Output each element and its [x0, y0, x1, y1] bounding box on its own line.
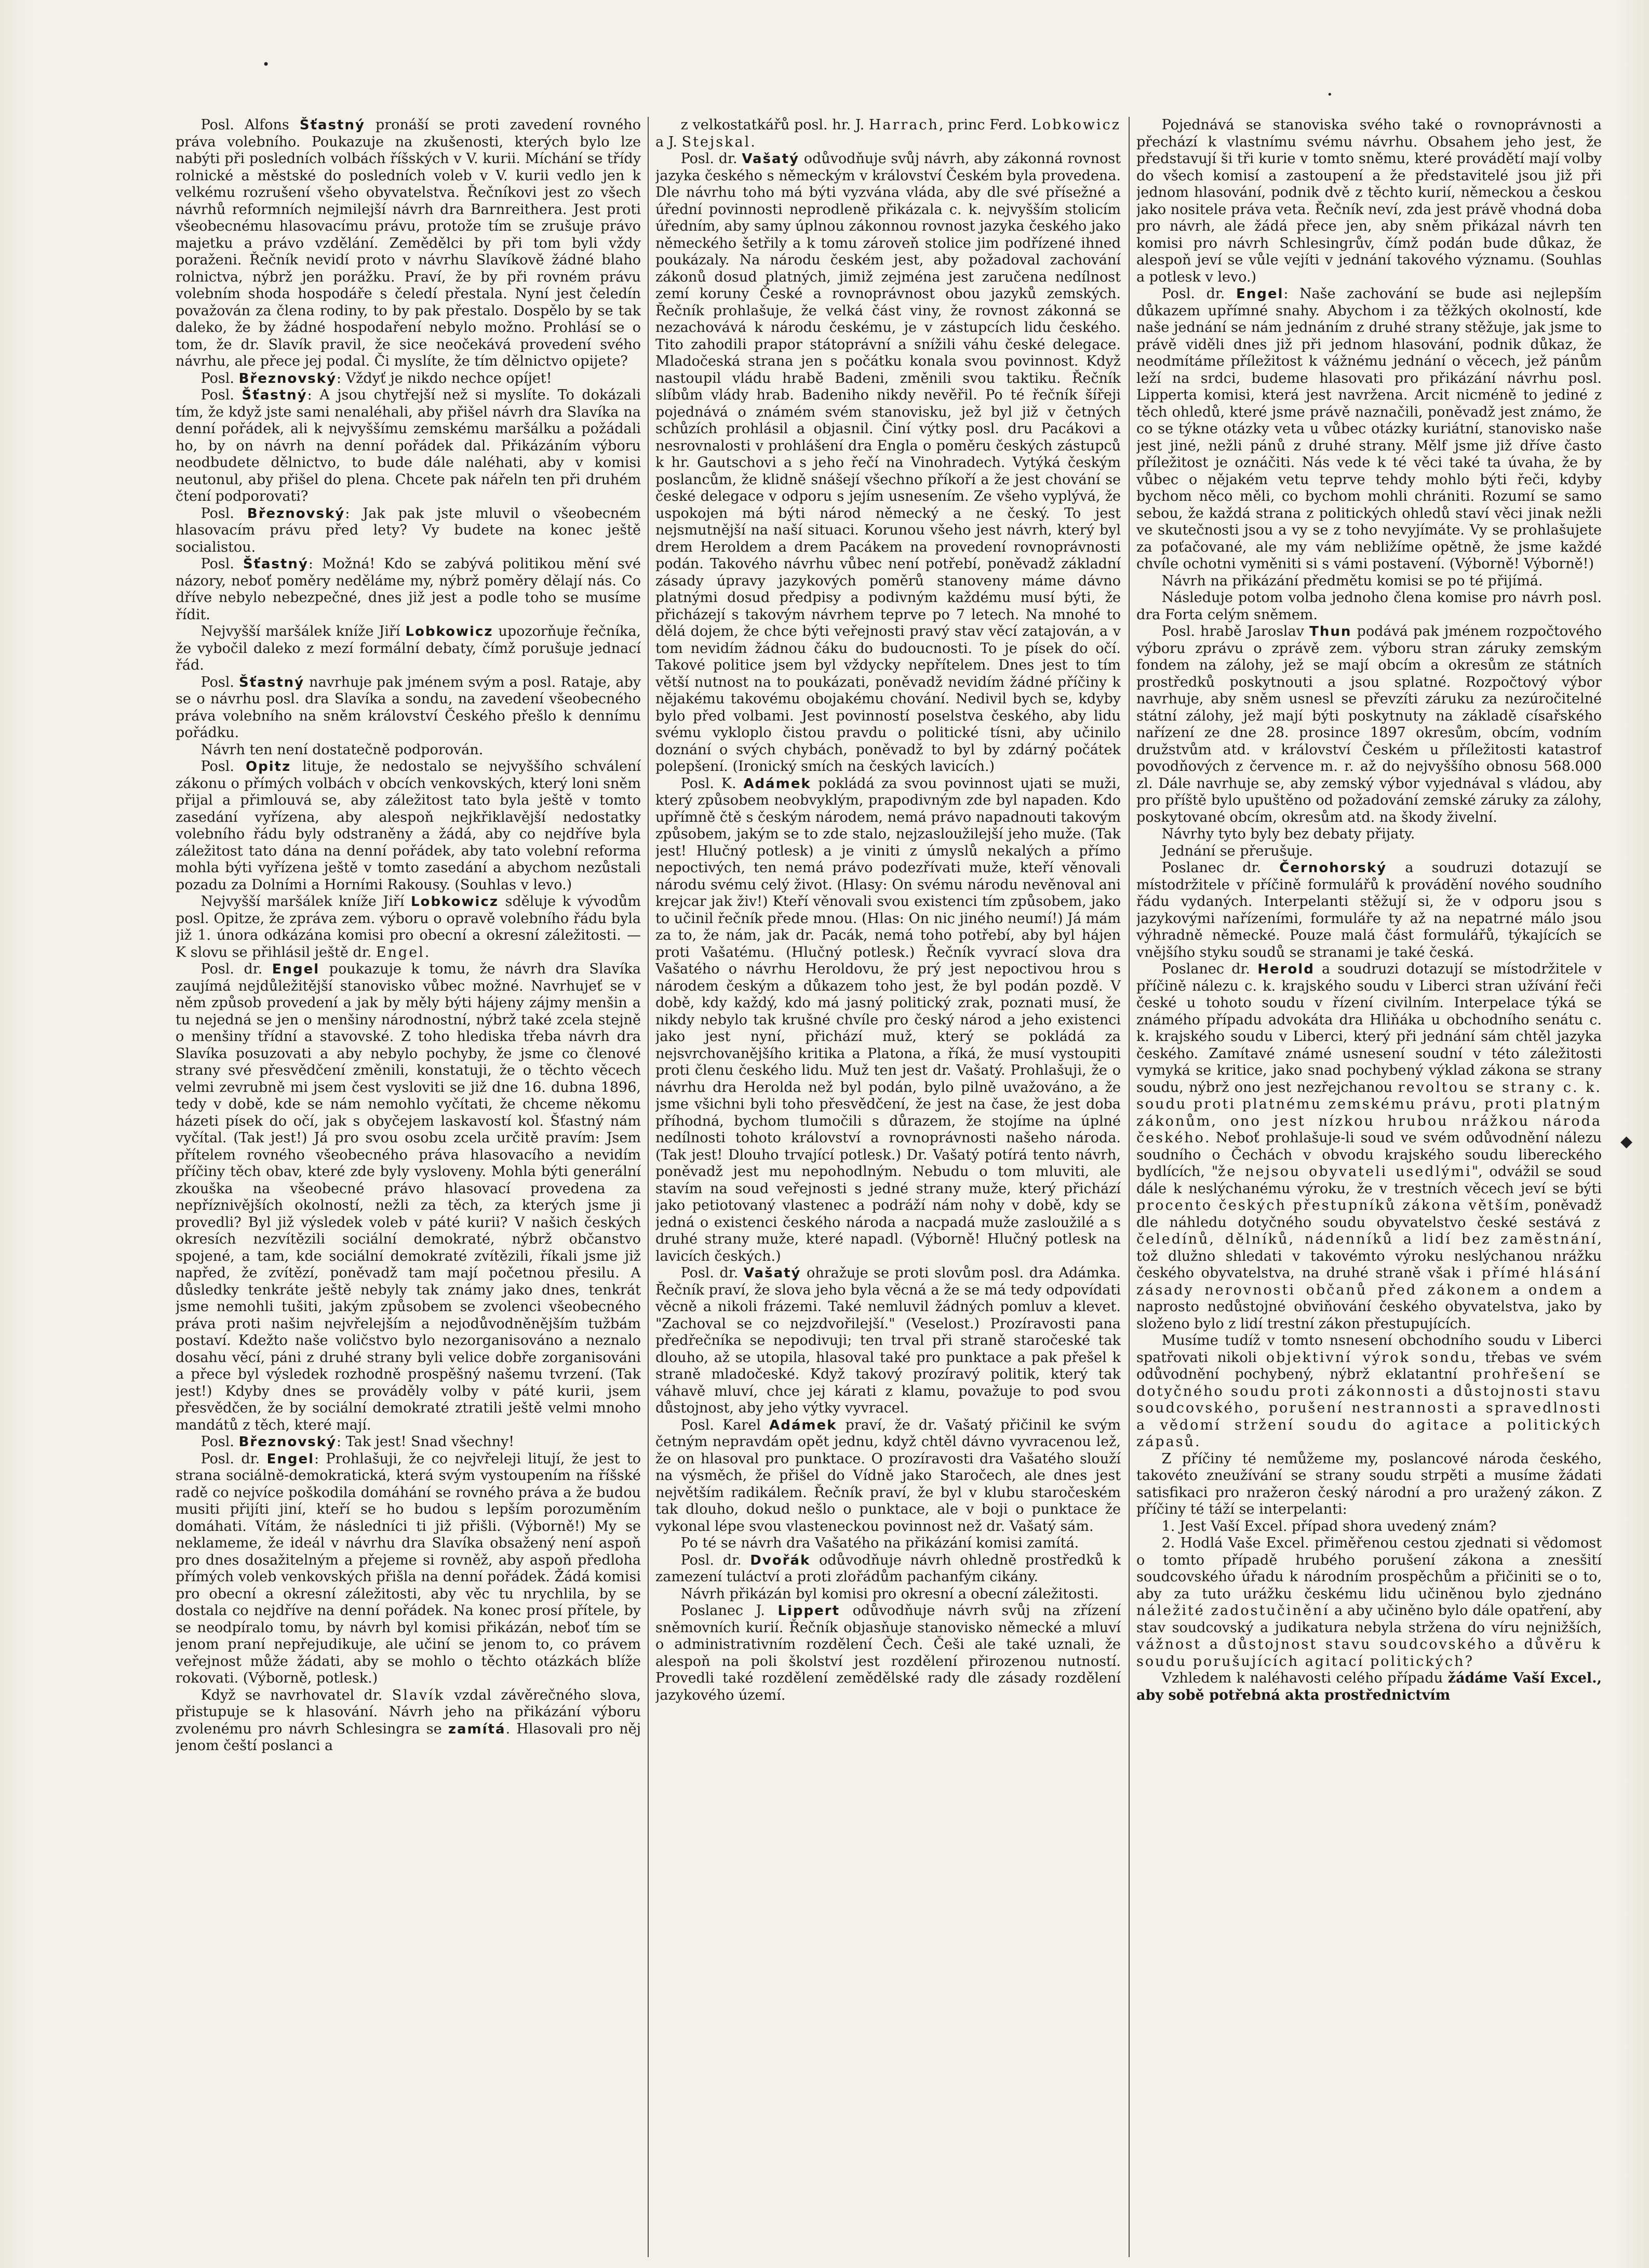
paragraph-text: Posl. Alfons	[200, 117, 300, 133]
paragraph-text: sděluje k vývodům posl. Opitze, že zpráva zem. výboru o opravě volebního řádu byla již 1. února odkázána komisi pro obecní a okresní záležitosti. — K slovu se přihlásil ještě dr.	[176, 893, 641, 960]
paragraph-text: vzdal závěrečného slova, přistupuje se k hlasování. Návrh jeho na přikázání výboru zvolenému pro návrh Schlesingra se	[176, 1687, 641, 1737]
paragraph-text: Poslanec dr.	[1161, 860, 1280, 876]
speaker-name: Dvořák	[750, 1552, 811, 1568]
paragraph-text: Návrh na přikázání předmětu komisi se po té přijímá.	[1161, 572, 1543, 589]
article-paragraph	[1136, 573, 1602, 590]
paragraph-text: Posl. K.	[680, 775, 744, 792]
paragraph-text: 1. Jest Vaší Excel. případ shora uvedený znám?	[1161, 1518, 1497, 1535]
paragraph-text: : Možná! Kdo se zabývá politikou mění své názory, neboť poměry neděláme my, nýbrž poměry dělají nás. Co dříve nebylo nebezpečné, dnes již jest a podle toho se musíme řídit.	[176, 556, 641, 623]
paragraph-text: Posl. Karel	[680, 1417, 770, 1433]
article-paragraph	[176, 387, 641, 505]
paragraph-text: .	[424, 944, 430, 960]
article-paragraph	[176, 505, 641, 556]
article-paragraph	[176, 370, 641, 388]
spaced-emphasis-text: Lobkowicz	[1031, 117, 1121, 133]
paragraph-text: : Prohlašuji, že co nejvřeleji litují, že jest to strana sociálně-demokratická, která svým vystoupením na říšské radě co nejvíce poškodila domáhání se rovného práva a že budou musiti přijíti jiní, kteří se ho budou s lepším porozuměním domáhati. Vítám, že následníci ti již přišli. (Výborně!) My se neklameme, že ideál v návrhu dra Slavíka obsažený není aspoň pro dnes dosažitelným a přejeme si rovněž, aby aspoň předloha přímých voleb venkovských přišla na denní pořádek. Žádá komisi pro obecní a okresní záležitosti, aby věc tu nrychlila, by se dostala co nejdříve na denní pořádek. Na konec prosí přítele, by se neodpíralo tomu, by návrh byl komisi přikázán, neboť tím se jenom praní nepřejudikuje, ale učiní se jenom to, co právem veřejnost může žádati, aby se mohlo o těchto otázkách blíže rokovati. (Výborně, potlesk.)	[176, 1450, 641, 1686]
article-paragraph	[176, 117, 641, 370]
paragraph-text: pokládá za svou povinnost ujati se muži, který způsobem neobvyklým, prapodivným zde byl napaden. Kdo upřímně čtě s českým národem, nemá právo napadnouti takovým způsobem, jakým se to zde stalo, nejzasloužilejší jeho muže. (Tak jest! Hlučný potlesk) a je viniti z úmyslů nekalých a přímo nepoctivých, ten nemá právo podezřívati muže, kteří věnovali národu svému celý život. (Hlasy: On svému národu nevěnoval ani krejcar jak živ!) Kteří věnovali svou existenci tím způsobem, jako to učinil řečník přede mnou. (Hlas: On nic jiného neumí!) Já mám za to, že nám, jak dr. Pacák, nemá toho potřebí, aby byl hájen proti Vašatému. (Hlučný potlesk.) Řečník vyvrací slova dra Vašatého o návrhu Heroldovu, že prý jest nepoctivou hrou s národem českým a důkazem toho jest, že byl podán pozdě. V době, kdy každý, kdo má jasný politický zrak, poznati musí, že nikdy nebylo tak krušné chvíle pro český národ a jeho existenci jako jest nyní, přichází muž, který se pokládá za nejsvrchovanějšího kritika a Platona, a říká, že musí vystoupiti proti členu českého lidu. Muž ten jest dr. Vašatý. Prohlašuji, že o návrhu dra Herolda než byl podán, bylo pilně uvažováno, a že jsme všichni byli toho přesvědčení, že jest na čase, že jest doba příhodná, bychom tlumočili s důrazem, že stojíme na úplné nedílnosti tohoto království a rovnoprávnosti našeho národa. (Tak jest! Dlouho trvající potlesk.) Dr. Vašatý potírá tento návrh, poněvadž jest mu nepohodlným. Nebudu o tom mluviti, ale stavím na soud veřejnosti s jedné strany muže, který přichází jako petiotovaný vlastenec a podráží nám nohy v době, kdy se jedná o existenci českého národa a nacpadá muže zasloužilé a s druhé strany muže, které napadl. (Výborně! Hlučný potlesk na lavicích českých.)	[655, 775, 1121, 1264]
stray-dot-mark: •	[1327, 89, 1333, 100]
article-paragraph	[176, 556, 641, 623]
article-paragraph	[1136, 286, 1602, 573]
speaker-name: Lippert	[777, 1603, 840, 1619]
paragraph-text: z velkostatkářů posl. hr. J.	[680, 117, 869, 133]
paragraph-text: . Hlasovali pro něj jenom čeští poslanci a	[176, 1720, 641, 1754]
paragraph-text: , poněvadž dle náhledu dotyčného soudu obyvatelstvo české sestává	[1136, 1197, 1602, 1231]
article-paragraph	[1136, 826, 1602, 843]
speaker-name: Vašatý	[742, 151, 799, 167]
paragraph-text: : Naše zachování se bude asi nejlepším důkazem upřímné snahy. Abychom i za těžkých okolností, kde naše jednání se nám jednáním z druhé strany stěžuje, jak jsme to právě viděli dnes již při jednom hlasování, podnik důkaz, že neodmítáme příležitost k vážnému jednání o věcech, jež pánům leží na srdci, budeme hlasovati pro přikázání návrhu posl. Lipperta komisi, která jest navržena. Arcit nicméně to jediné z těch ohledů, které jsme právě naznačili, poněvadž jest známo, že co se týkne otázky veta u vůbec otázky kuriátní, stanovisko naše jest jiné, nežli pánů z druhé strany. Mělf jsme již dříve často příležitost je oznáčiti. Nás vede k té věci také ta úvaha, že by vůbec o nějakém vetu teprve tehdy mohlo býti řeči, kdyby bychom něco měli, co bychom mohli chrániti. Rozumí se samo sebou, že každá strana z politických ohledů staví věci jinak nežli ve skutečnosti jsou a vy se z toho nevyjímáte. Vy se prohlašujete za poťačované, ale my vám nebližíme opětně, že jsme každé chvíle ochotni vyměniti si s vámi postavení. (Výborně! Výborně!)	[1136, 286, 1602, 572]
paragraph-text: Po té se návrh dra Vašatého na přikázání komisi zamítá.	[680, 1535, 1079, 1551]
article-paragraph	[1136, 961, 1602, 1332]
speaker-name: Opitz	[246, 759, 291, 775]
paragraph-text: Musíme tudíž v tomto nsnesení obchodního soudu v Liberci spatřovati nikoli	[1136, 1332, 1602, 1366]
paragraph-text: upozorňuje řečníka, že vybočil daleko z mezí formální debaty, čímž porušuje jednací řád.	[176, 623, 641, 673]
paragraph-text: poukazuje k tomu, že návrh dra Slavíka zaujímá nejdůležitější stanovisko vůbec možné. Navrhujeť se v něm způsob provedení a jak by měly býti hájeny zájmy menšin a tu nejedná se jen o menšiny národnostní, nýbrž také zcela stejně o menšiny třídní a stavovské. Z toho hlediska třeba návrh dra Slavíka posuzovati a aby nebylo pochyby, že jsme co členové strany své přesvědčení změnili, konstatuji, že o těchto věcech velmi zevrubně mi jsem čest vysloviti se již dne 16. dubna 1896, tedy v době, kde se nám nemohlo vyčítati, že chceme někomu házeti písek do očí, jak s obyčejem laskavostí kol. Šťastný nám vyčítal. (Tak jest!) Já pro svou osobu zcela určitě pravím: Jsem přítelem rovného všeobecného práva hlasovacího a nevidím příčiny těch obav, které zde byly vysloveny. Mohla býti generální zkouška na všeobecné právo hlasovací provedena za nepříznivějších okolností, nežli za těch, za kterých jsme ji provedli? Byl již výsledek voleb v páté kurii? V našich českých okresích nezvítězili sociální demokraté, nýbrž občanstvo spojené, a tam, kde sociální demokraté zvítězili, říkali jsme již napřed, že zvítězí, poněvadž tam mají početnou přesilu. A důsledky tenkráte ještě nebyly tak známy jako dnes, tenkrát jsme nemohli tušiti, jakým způsobem se zvolenci všeobecného práva proti našim nejvřelejším a nejodůvodněnějším tužbám postaví. Kdežto naše voličstvo bylo nezorganisováno a neznalo dosahu věcí, páni z druhé strany byli velice dobře zorganisováni a přece byl výsledek rozhodně prospěšný našemu tvrzení. (Tak jest!) Kdyby dnes se prováděly volby v páté kurii, jsem přesvědčen, že by sociální demokraté ztratili ještě velmi mnoho mandátů z těch, které mají.	[176, 961, 641, 1433]
article-paragraph	[1136, 843, 1602, 860]
paragraph-text: : A jsou chytřejší než si myslíte. To dokázali tím, že když jste sami nenaléhali, aby přišel návrh dra Slavíka na denní pořádek, ali k nejvyššímu zemskému maršálku a požádali ho, by on návrh na denní pořádek dal. Přikázáním výboru neodbudete dělnictvo, to bude dále naléhati, aby v komisi neutonul, aby přišel do plena. Chcete pak nářeln ten při druhém čtení podporovati?	[176, 387, 641, 504]
paragraph-text: podává pak jménem rozpočtového výboru zprávu o zprávě zem. výboru stran záruky zemským fondem na zálohy, jež se mají obcím a okresům ze státních prostředků poskytnouti a jsou splatné. Rozpočtový výbor navrhuje, aby sněm usnesl se převzíti záruku za nezúročitelné státní zálohy, jež mají býti poskytnuty na základě císařského nařízení ze dne 28. prosince 1897 okresům, obcím, vodním družstvům atd. v království Českém u příležitosti katastrof povodňových z července m. r. až do nejvyššího obnosu 568.000 zl. Dále navrhuje se, aby zemský výbor vyjednával s vládou, aby pro příště bylo upuštěno od požadování zemské záruky za zálohy, poskytované obcím, okresům atd. na škody živelní.	[1136, 623, 1602, 825]
article-paragraph	[176, 893, 641, 961]
bold-text: žádáme Vaší Excel., aby sobě potřebná akta prostřednictvím	[1136, 1670, 1602, 1703]
paragraph-text: a aby učiněno bylo dále opatření, aby stav soudcovský a judikatura nebyla stržena do víru nejnižších,	[1136, 1603, 1602, 1636]
spaced-emphasis-text: Stejskal	[681, 134, 751, 150]
paragraph-text: Následuje potom volba jednoho člena komise pro návrh posl. dra Forta celým sněmem.	[1136, 590, 1602, 623]
paragraph-text: Posl.	[200, 758, 246, 775]
speaker-name: Lobkowicz	[411, 894, 499, 910]
spaced-emphasis-text: prohřešení se dotyčného soudu proti zákonnosti a důstojnosti stavu soudcovského, porušení nestrannosti a spravedlnosti a vědomí stržení soudu do agitace a politických zápasů	[1136, 1366, 1602, 1450]
speaker-name: zamítá	[448, 1721, 506, 1737]
paragraph-text: : Vždyť je nikdo nechce opíjet!	[337, 370, 552, 386]
article-paragraph	[655, 1417, 1121, 1536]
article-paragraph	[1136, 1332, 1602, 1451]
spaced-emphasis-text: Engel	[376, 944, 425, 960]
paragraph-text: Posl. dr.	[200, 961, 272, 977]
article-paragraph	[176, 961, 641, 1434]
paragraph-text: Jednání se přerušuje.	[1161, 843, 1313, 859]
paragraph-text: Posl. dr.	[680, 1265, 744, 1281]
stray-dot-mark: •	[262, 57, 270, 72]
paragraph-text: Vzhledem k naléhavosti celého případu	[1161, 1670, 1448, 1686]
paragraph-text: Návrhy tyto byly bez debaty přijaty.	[1161, 826, 1415, 842]
spaced-emphasis-text: i přímé hlásání zásady nerovnosti občanů před zákonem	[1136, 1265, 1602, 1298]
article-paragraph	[655, 1603, 1121, 1704]
paragraph-text: . Neboť prohlašuje-li soud ve svém odůvodnění nálezu soudního o Čechách v obvodu krajského soudu libereckého bydlících, "	[1136, 1130, 1602, 1180]
article-paragraph	[1136, 1670, 1602, 1704]
speaker-name: Vašatý	[743, 1265, 801, 1281]
article-paragraph	[1136, 860, 1602, 961]
paragraph-text: a naprosto nedůstojné obviňování českého obyvatelstva, jako by složeno bylo z lidí trestní zákon přestupujících.	[1136, 1282, 1602, 1332]
article-paragraph	[176, 1451, 641, 1687]
speaker-name: Březnovský	[238, 1434, 337, 1450]
column-divider	[648, 117, 649, 2257]
article-paragraph	[655, 151, 1121, 776]
article-paragraph	[1136, 117, 1602, 286]
spaced-emphasis-text: Harrach	[868, 117, 939, 133]
paragraph-text: Poslanec dr.	[1161, 961, 1258, 977]
spaced-emphasis-text: revoltou se strany c. k. soudu proti platnému zemskému právu, proti platným zákonům, ono jest nízkou hrubou nrážkou národa českého	[1136, 1079, 1602, 1146]
spaced-emphasis-text: ondem	[1528, 1282, 1585, 1298]
margin-ink-mark: ◆	[1620, 1132, 1633, 1151]
paragraph-text: praví, že dr. Vašatý přičinil ke svým četným nepravdám opět jednu, když chtěl dávno vyvracenou lež, že on hlasoval pro punktace. O prozíravosti dra Vašatého slouží na výsměch, že přišel do Vídně jako Staročech, ale dnes jest největším radikálem. Řečník praví, že byl v klubu staročeském tak dlouho, dokud nešlo o punktace, ale v boji o punktace že vykonal lépe svou vlasteneckou povinnost než dr. Vašatý sám.	[655, 1417, 1121, 1535]
paragraph-text: ?	[1465, 1653, 1473, 1670]
paragraph-text: lituje, že nedostalo se nejvyššího schválení zákonu o přímých volbách v obcích venkovských, který loni sněm přijal a přimlouvá se, aby záležitost tato byla ještě v tomto zasedání vyřízena, aby alespoň nejkřiklavější nedostatky volebního řádu byly odstraněny a žádá, aby co nejdříve byla záležitost tato dána na denní pořádek, aby tato volební reforma mohla býti vyřízena ještě v tomto zasedání a abychom nezůstali pozadu za Dolními a Horními Rakousy. (Souhlas v levo.)	[176, 758, 641, 893]
paragraph-text: a	[1501, 1282, 1529, 1298]
article-paragraph	[1136, 1518, 1602, 1536]
spaced-emphasis-text: objektivní výrok sondu	[1266, 1349, 1471, 1366]
paragraph-text: Posl. dr.	[200, 1450, 267, 1467]
text-column-3	[1136, 117, 1602, 2257]
text-column-2	[655, 117, 1121, 2257]
paragraph-text: odůvodňuje návrh ohledně prostředků k zamezení tuláctví a proti zlořádům pachanfým cikány.	[655, 1552, 1121, 1585]
paragraph-text: 2. Hodlá Vaše Excel. přiměřenou cestou zjednati si vědomost o tomto případě hrubého porušení zákona a znesšití soudcovského úřadu k národním prospěchům a přičiniti se o to, aby za tuto urážku českému lidu učiněnou bylo zjednáno	[1136, 1535, 1602, 1602]
speaker-name: Černohorský	[1279, 860, 1387, 876]
paragraph-text: Posl. dr.	[680, 1552, 750, 1568]
paragraph-text: Poslanec J.	[680, 1603, 778, 1619]
speaker-name: Engel	[272, 962, 320, 977]
speaker-name: Šťastný	[239, 674, 305, 690]
paragraph-text: Posl.	[200, 370, 239, 386]
article-paragraph	[1136, 623, 1602, 826]
speaker-name: Thun	[1309, 624, 1352, 639]
article-paragraph	[655, 1586, 1121, 1603]
paragraph-text: , princ Ferd.	[939, 117, 1031, 133]
paragraph-text: navrhuje pak jménem svým a posl. Rataje, aby se o návrhu posl. dra Slavíka a sondu, na zavedení všeobecného práva volebního na sněm království Českého přešlo k dennímu pořádku.	[176, 674, 641, 741]
article-paragraph	[176, 758, 641, 893]
article-paragraph	[655, 776, 1121, 1265]
spaced-emphasis-text: z čeledínů, dělníků, nádenníků a lidí bez zaměstnání	[1136, 1214, 1602, 1247]
column-divider	[1129, 117, 1130, 2257]
paragraph-text: pronáší se proti zavedení rovného práva volebního. Poukazuje na zkušenosti, kterých bylo lze nabýti při posledních volbách říšských v V. kurii. Míchání se třídy rolnické a městské do posledních voleb v V. kurii vedlo jen k velkému rozrušení všeho obyvatelstva. Řečníkovi jest zo všech návrhů reformních nejmilejší návrh dra Barnreithera. Jest proti všeobecnému hlasovacímu právu, protože tím se zrušuje právo majetku a právo vzdělání. Zemědělci by při tom byli vždy poraženi. Řečník nevidí proto v návrhu Slavíkově žádné blaho rolnictva, nýbrž jen porážku. Praví, že by při rovném právu volebním shoda hospodáře s čeledí přestala. Nyní jest čeledín považován za člena rodiny, to by pak přestalo. Dospělo by se tak daleko, že by žádné hospodaření nebylo možno. Prohlásí se o tom, že dr. Slavík pravil, že sice neočekává provedení svého návrhu, ale přece jej podal. Či myslíte, že tím dělnictvo opijete?	[176, 117, 641, 369]
speaker-name: Březnovský	[238, 370, 337, 386]
paragraph-text: : Jak pak jste mluvil o všeobecném hlasovacím právu před lety? Vy budete na konec ještě socialistou.	[176, 505, 641, 555]
article-paragraph	[176, 742, 641, 759]
speaker-name: Lobkowicz	[405, 624, 493, 639]
speaker-name: Šťastný	[299, 117, 365, 133]
paragraph-text: Posl.	[200, 505, 247, 522]
article-paragraph	[176, 674, 641, 742]
speaker-name: Březnovský	[247, 505, 345, 522]
paragraph-text: : Tak jest! Snad všechny!	[337, 1434, 515, 1450]
paragraph-text: Posl. dr.	[1161, 286, 1236, 302]
article-paragraph	[176, 1434, 641, 1451]
paragraph-text: odůvodňuje svůj návrh, aby zákonná rovnost jazyka českého s německým v království Českém byla provedena. Dle návrhu toho má býti vyzvána vláda, aby dle své přísežné a úřední povinnosti neprodleně přikázala c. k. nejvyšším stolicím úředním, aby samy úplnou zákonnou rovnost jazyka českého jako německého šetřily a k tomu zároveň stolice jim podřízené ihned poukázaly. Na národu českém jest, aby požadoval zachování zákonů dosud platných, jimiž zejména jest zaručena nedílnost zemí koruny České a rovnoprávnost obou jazyků zemských. Řečník prohlašuje, že velká část viny, že rovnost zákonná se nezachovává k národu českému, je v zástupcích lidu českého. Tito zahodili prapor státoprávní a snížili váhu české delegace. Mladočeská strana jen s počátku konala svou povinnost. Když nastoupil vládu hrabě Badeni, změnili svou taktiku. Řečník slíbům vlády hrab. Badeniho nikdy nevěřil. Po té řečník šířeji pojednává o známém svém stanovisku, jež byl již v četných schůzích prohlásil a objasnil. Činí výtky posl. dru Pacákovi a nesrovnalosti v prohlášení dra Engla o poměru českých zástupců k hr. Gautschovi a s jeho řečí na Vinohradech. Vytýká českým poslancům, že klidně snášejí všechno příkoří a že jest chování se české delegace v odporu s jejím usnesením. Ze všeho vyplývá, že uspokojen má býti národ německý a ne český. To jest nejsmutnější na naší situaci. Korunou všeho jest návrh, který byl drem Heroldem a drem Pacákem na provedení rovnoprávnosti podán. Takového návrhu vůbec není potřebí, poněvadž základní zásady úpravy jazykových poměrů stanoveny máme dávno platnými dosud předpisy a podivným každému musí býti, že přicházejí s takovým návrhem teprve po 7 letech. Na mnohé to dělá dojem, že chce býti veřejnosti pravý stav věcí zatajován, a v tom nevidím žádnou čáku do budoucnosti. To je písek do očí. Takové politice jsem byl vždycky nepřítelem. Dnes jest to tím větší nutnost na to poukázati, poněvadž nevidím žádné příčiny k nějakému takovému obojakému chování. Nedivil bych se, kdyby bylo před volbami. Jest povinností poselstva českého, aby lidu svému vykloplo čistou pravdu o politické tísni, aby učinilo doznání o svých chybách, poněvadž to byl by zdárný počátek polepšení. (Ironický smích na českých lavicích.)	[655, 151, 1121, 775]
article-paragraph	[655, 117, 1121, 151]
paragraph-text: Posl.	[200, 387, 242, 403]
paragraph-text: Posl.	[200, 674, 239, 690]
paragraph-text: , třebas ve svém odůvodnění pochybený, nýbrž eklatantní	[1136, 1349, 1602, 1382]
paragraph-text: Posl.	[200, 556, 243, 572]
spaced-emphasis-text: že nejsou obyvateli usedlými	[1218, 1164, 1472, 1180]
paragraph-text: .	[750, 134, 755, 150]
paragraph-text: odůvodňuje návrh svůj na zřízení sněmovních kurií. Řečník objasňuje stanovisko německé a mluví o administrativním rozdělení Čech. Češi ale také uznali, že alespoň na poli školství jest rozdělení přirozenou nutností. Provedli také rozdělení zemědělské rady dle zásady rozdělení jazykového území.	[655, 1603, 1121, 1703]
paragraph-text: Z příčiny té nemůžeme my, poslancové národa českého, takovéto zneužívání se strany soudu strpěti a musíme žádati satisfikaci pro nražeron český národní a pro uražený zákon. Z příčiny té táží se interpelanti:	[1136, 1450, 1602, 1517]
speaker-name: Herold	[1257, 962, 1315, 977]
paragraph-text: Pojednává se stanoviska svého také o rovnoprávnosti a přechází k vlastnímu svému návrhu. Obsahem jeho jest, že představují ši tři kurie v tomto sněmu, které provádětí mají volby do všech komisí a zastoupení a že představitelé jsou již při jednom hlasování, podnik dvě z těchto kurií, německou a českou jako nositele práva veta. Řečník neví, zda jest právě vhodná doba pro návrh, ale žádá přece jen, aby sněm přikázal návrh ten komisi pro návrh Schlesingrův, čímž podán bude důkaz, že alespoň jeví se vůle vejíti v jednání takového významu. (Souhlas a potlesk v levo.)	[1136, 117, 1602, 285]
paragraph-text: Když se navrhovatel dr.	[200, 1687, 392, 1703]
paragraph-text: Posl. hrabě Jaroslav	[1161, 623, 1310, 639]
paragraph-text: Nejvyšší maršálek kníže Jiří	[200, 893, 411, 910]
paragraph-text: a soudruzi dotazují se místodržitele v příčině nálezu c. k. krajského soudu v Liberci stran užívání řeči české u tohoto soudu v řízení civilním. Interpelace týká se známého případu advokáta dra Hliňáka u obchodního senátu c. k. krajského soudu v Liberci, který při jednání sám chtěl jazyka českého. Zamítavé známé usnesení soudní v této záležitosti vymyká se kritice, jako snad pochybený výklad zákona se strany soudu, nýbrž ono jest nezřejchanou	[1136, 961, 1602, 1096]
article-paragraph	[1136, 1535, 1602, 1670]
spaced-emphasis-text: náležité zadostučinění	[1136, 1603, 1330, 1619]
speaker-name: Šťastný	[243, 556, 309, 572]
article-paragraph	[655, 1552, 1121, 1586]
article-paragraph	[655, 1265, 1121, 1417]
paragraph-text: a soudruzi dotazují se místodržitele v příčině formulářů k provádění nového soudního řádu vydaných. Interpelanti stěžují si, že v odporu jsou s jazykovými nařízeními, formuláře ty až na nepatrné málo jsou výhradně německé. Pouze malá část formulářů, týkajících se vnějšího styku soudů se stranami je také česká.	[1136, 860, 1602, 960]
paragraph-text: Návrh ten není dostatečně podporován.	[200, 741, 484, 758]
paragraph-text: .	[1195, 1434, 1200, 1450]
speaker-name: Adámek	[743, 776, 811, 792]
paragraph-text: a J.	[655, 134, 682, 150]
paragraph-text: ohražuje se proti slovům posl. dra Adámka. Řečník praví, že slova jeho byla věcná a že se má tedy odpovídati věcně a nikoli frázemi. Také nemluvil žádných pomluv a klevet. "Zachoval se co nejzdvořilejší." (Veselost.) Prozíravosti pana předřečníka se nepodivuji; ten trval při straně staročeské tak dlouho, až se utopila, hlasoval také pro punktace a pak přešel k straně mladočeské. Když takový prozíravý politik, který tak váhavě mluví, chce jej kárati z klamu, považuje to pod svou důstojnost, aby jeho výtky vyvracel.	[655, 1265, 1121, 1416]
speaker-name: Šťastný	[242, 388, 307, 403]
spaced-emphasis-text: procento českých přestupníků zákona větším	[1136, 1197, 1525, 1213]
paragraph-text: , tož dlužno shledati v takovémto výroku neslýchanou nrážku českého obyvatelstva, na druhé straně však	[1136, 1231, 1602, 1281]
paragraph-text: ", odvážil se soud dále k neslýchanému výroku, že v trestních věcech jeví se býti	[1136, 1164, 1602, 1197]
paragraph-text: Nejvyšší maršálek kníže Jiří	[200, 623, 406, 639]
spaced-emphasis-text: Slavík	[392, 1687, 445, 1703]
paragraph-text: Návrh přikázán byl komisi pro okresní a obecní záležitosti.	[680, 1585, 1099, 1602]
speaker-name: Engel	[1236, 286, 1284, 302]
article-paragraph	[1136, 590, 1602, 623]
text-column-1	[176, 117, 641, 2257]
paragraph-text: Posl.	[200, 1434, 239, 1450]
speaker-name: Adámek	[769, 1417, 837, 1433]
article-paragraph	[1136, 1451, 1602, 1518]
article-paragraph	[176, 1687, 641, 1755]
article-paragraph	[176, 623, 641, 674]
speaker-name: Engel	[266, 1451, 315, 1467]
spaced-emphasis-text: vážnost a důstojnost stavu soudcovského a důvěru k soudu porušujících agitací politických	[1136, 1636, 1602, 1670]
article-paragraph	[655, 1535, 1121, 1552]
paragraph-text: Posl. dr.	[680, 151, 742, 167]
